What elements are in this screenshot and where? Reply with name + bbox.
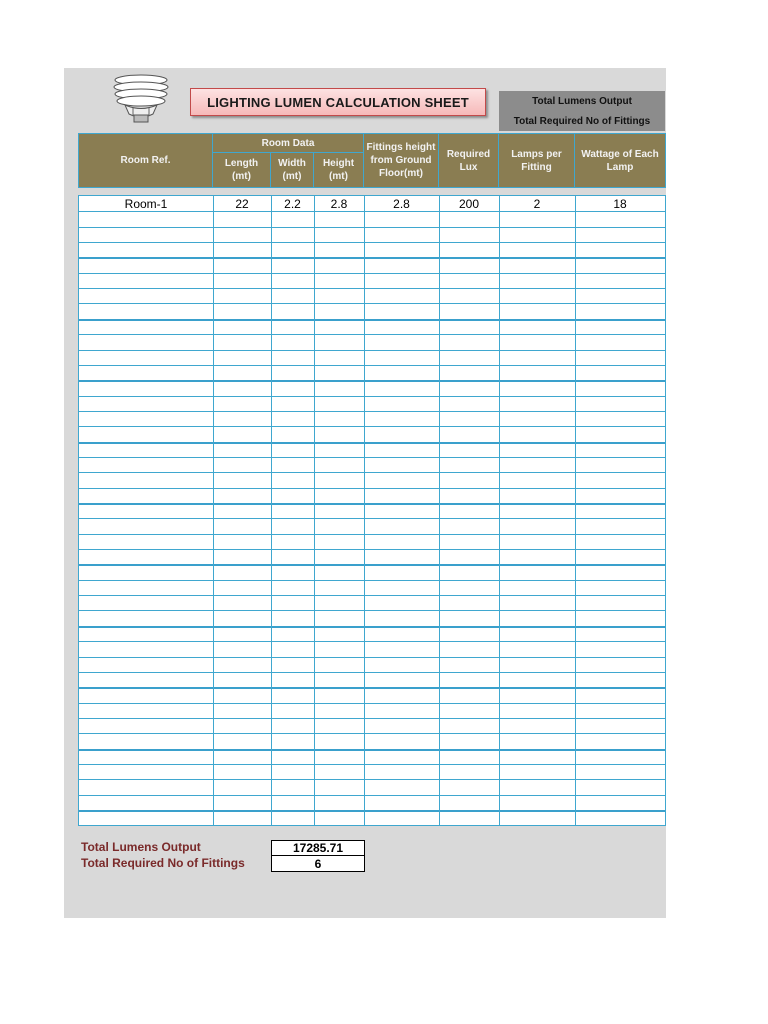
grid-row-line [79,564,665,566]
grid-row-line [79,380,665,382]
grid-row-line [79,319,665,321]
total-fittings-value: 6 [271,856,365,872]
summary-fittings-label: Total Required No of Fittings [513,115,651,127]
header-room-ref: Room Ref. [79,134,213,187]
cell-height[interactable]: 2.8 [330,196,348,211]
grid-row-line [79,749,665,751]
grid-row-line [79,257,665,259]
total-lumens-value: 17285.71 [271,840,365,856]
grid-row-line [79,242,665,243]
cell-width[interactable]: 2.2 [284,196,301,211]
grid-row-line [79,350,665,351]
grid-row-line [79,303,665,304]
cell-required-lux[interactable]: 200 [458,196,480,211]
grid-row-line [79,534,665,535]
grid-column-line [213,196,214,825]
grid-row-line [79,334,665,335]
grid-row-line [79,779,665,780]
grid-row-line [79,472,665,473]
header-wattage: Wattage of Each Lamp [581,148,659,173]
grid-row-line [79,580,665,581]
summary-box [499,91,665,131]
grid-row-line [79,687,665,689]
table-header [78,133,666,188]
grid-row-line [79,288,665,289]
grid-column-line [271,196,272,825]
grid-row-line [79,641,665,642]
grid-row-line [79,442,665,444]
grid-row-line [79,426,665,427]
grid-column-line [364,196,365,825]
grid-row-line [79,503,665,505]
data-grid [78,195,666,826]
grid-row-line [79,610,665,611]
grid-column-line [499,196,500,825]
cfl-bulb-icon [111,72,171,124]
grid-row-line [79,810,665,812]
grid-row-line [79,733,665,734]
cell-room-ref[interactable]: Room-1 [124,196,168,211]
header-width: Width (mt) [271,153,314,187]
cell-fittings-height[interactable]: 2.8 [393,196,410,211]
grid-row-line [79,795,665,796]
grid-row-line [79,518,665,519]
grid-row-line [79,211,665,212]
grid-column-line [575,196,576,825]
page-title: LIGHTING LUMEN CALCULATION SHEET [190,88,486,116]
grid-row-line [79,549,665,550]
grid-column-line [314,196,315,825]
grid-row-line [79,396,665,397]
grid-row-line [79,657,665,658]
total-fittings-label: Total Required No of Fittings [81,856,245,870]
grid-row-line [79,457,665,458]
grid-row-line [79,718,665,719]
header-length: Length (mt) [213,153,271,187]
grid-row-line [79,672,665,673]
header-height: Height (mt) [314,153,364,187]
grid-row-line [79,595,665,596]
cell-wattage[interactable]: 18 [613,196,627,211]
grid-row-line [79,227,665,228]
grid-row-line [79,626,665,628]
total-lumens-label: Total Lumens Output [81,840,201,854]
grid-row-line [79,488,665,489]
grid-row-line [79,273,665,274]
grid-column-line [439,196,440,825]
header-required-lux: Required Lux [439,134,499,187]
grid-row-line [79,365,665,366]
header-fittings-height: Fittings height from Ground Floor(mt) [364,134,439,187]
header-lamps-per-fitting: Lamps per Fitting [499,134,575,187]
header-room-data: Room Data [213,134,364,153]
summary-lumens-label: Total Lumens Output [532,95,632,107]
cell-length[interactable]: 22 [235,196,249,211]
grid-row-line [79,703,665,704]
grid-row-line [79,764,665,765]
grid-row-line [79,411,665,412]
cell-lamps-per-fitting[interactable]: 2 [533,196,541,211]
